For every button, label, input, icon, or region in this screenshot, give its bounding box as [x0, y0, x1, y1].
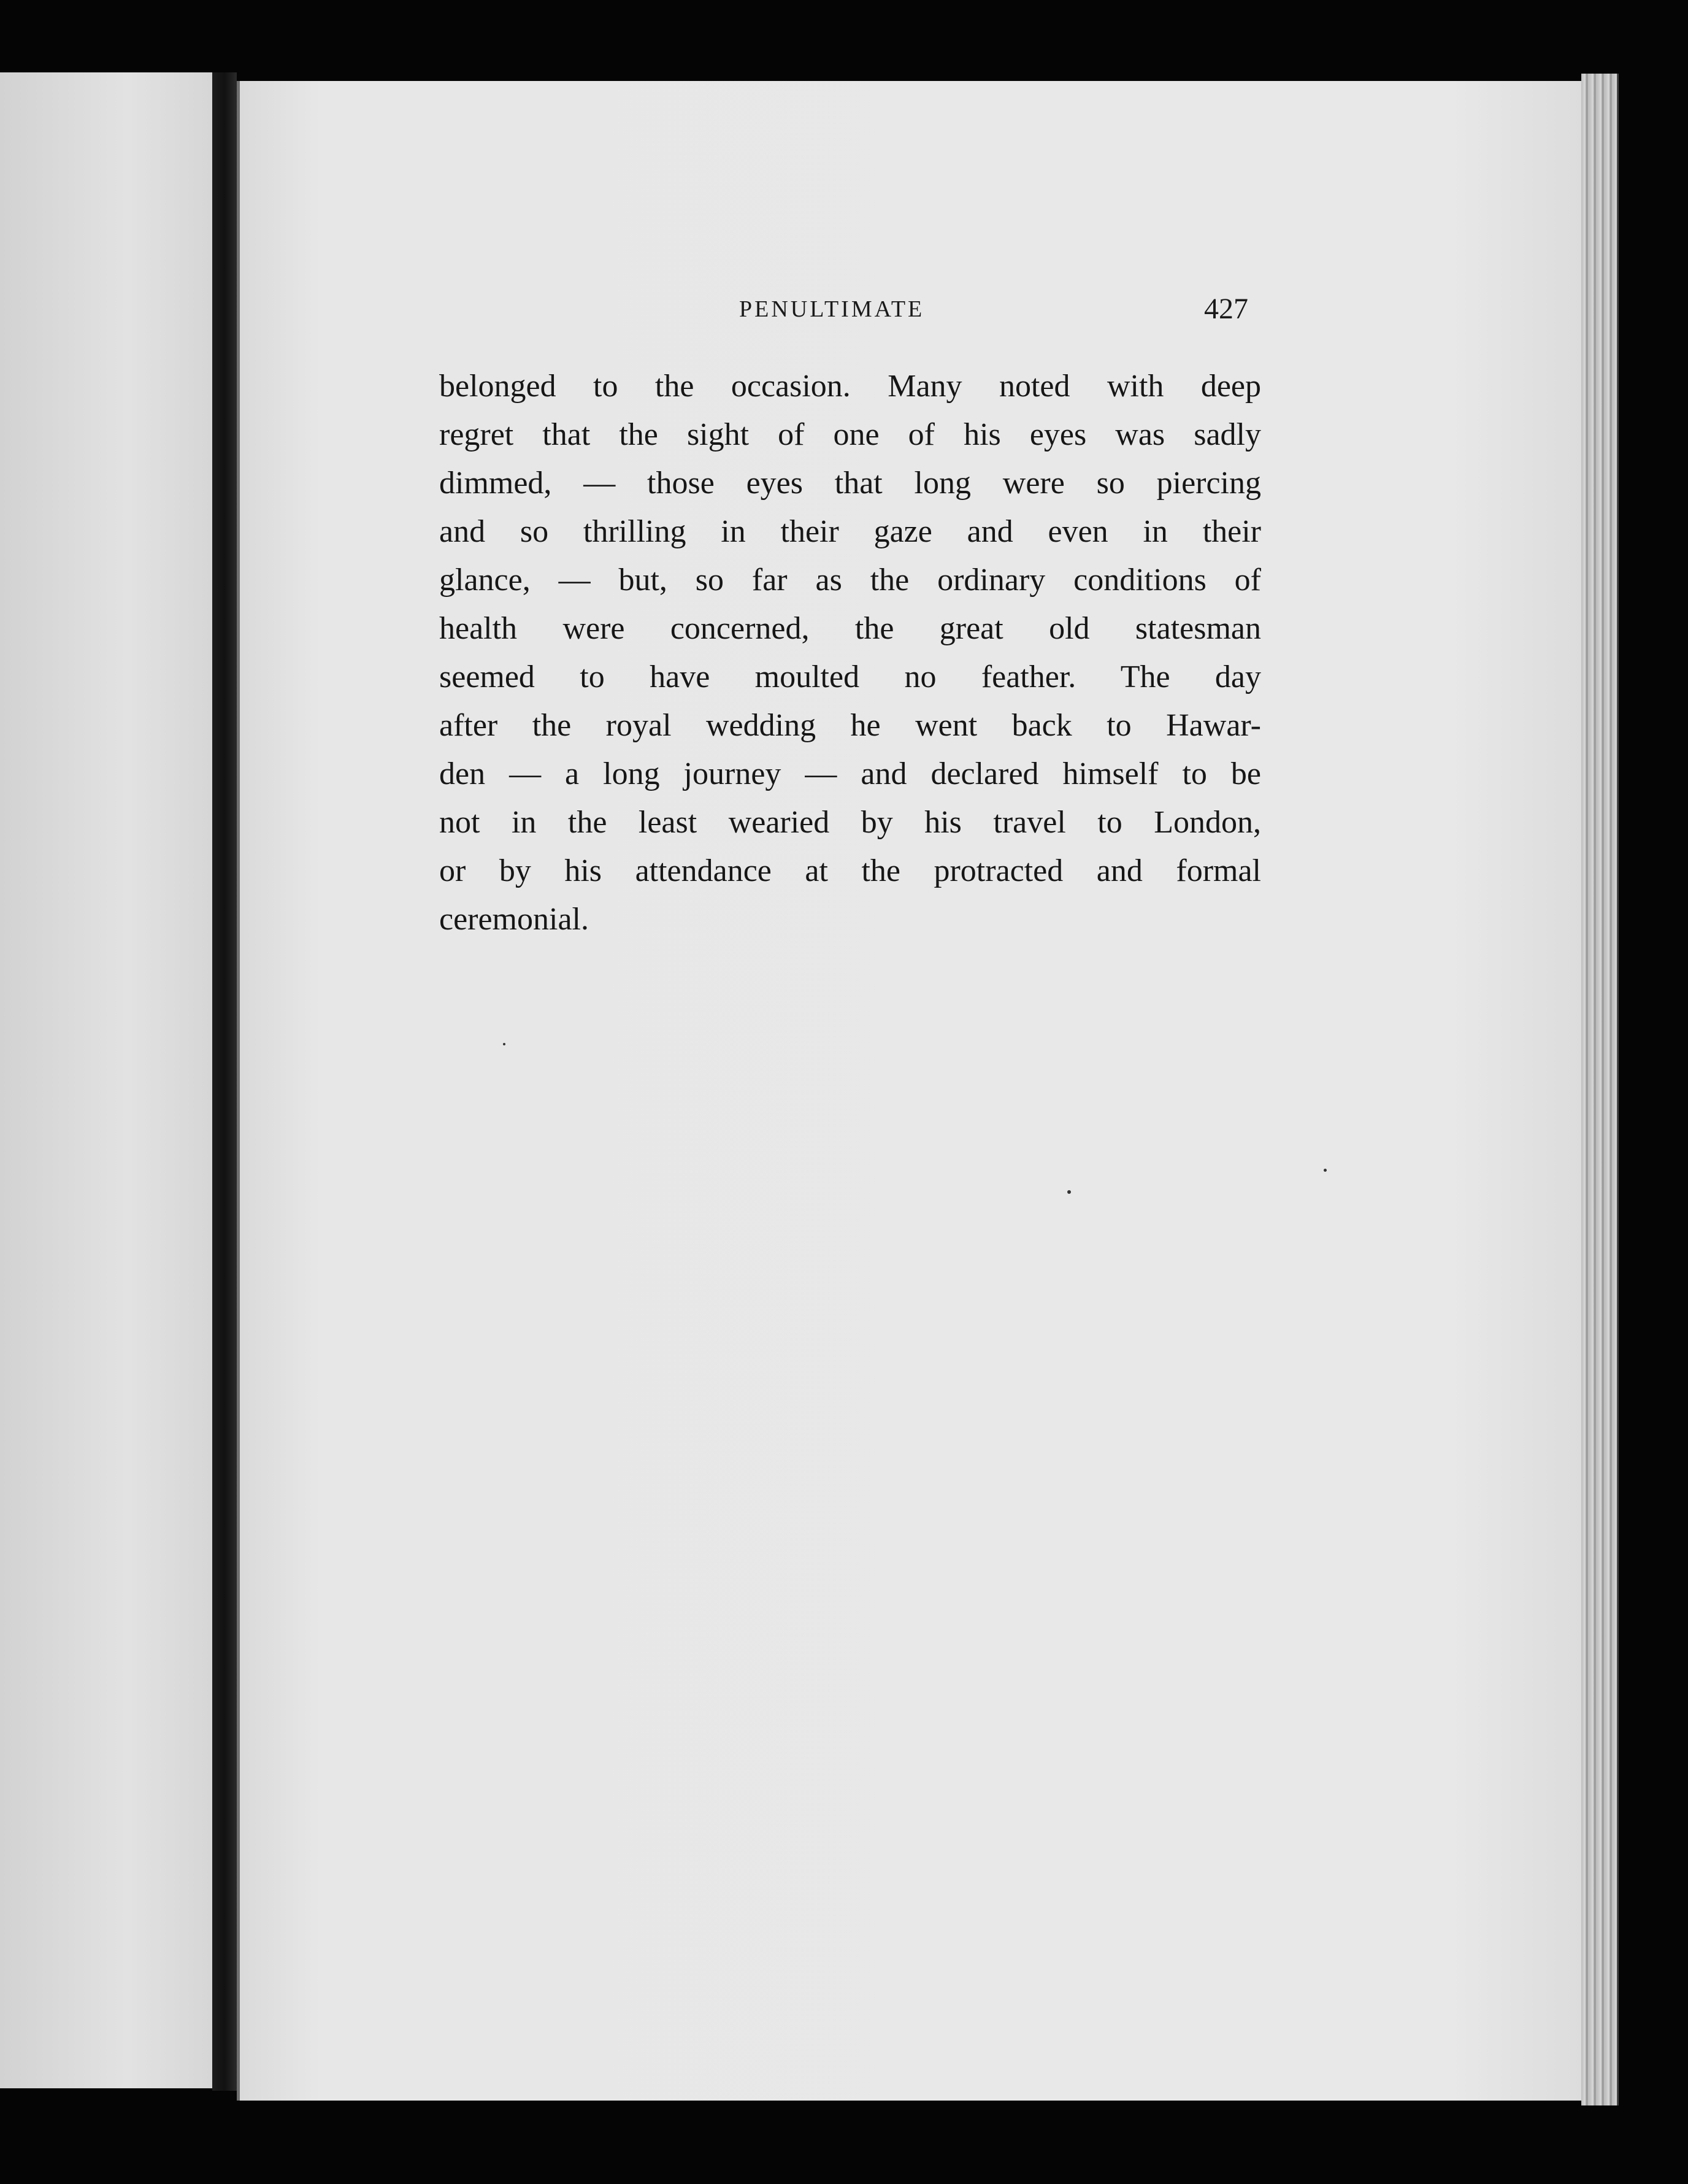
text-line: dimmed, — those eyes that long were so piercing: [439, 466, 1261, 501]
body-paragraph: [439, 362, 1261, 944]
text-line: seemed to have moulted no feather. The day: [439, 659, 1261, 694]
facing-page-edge: [0, 72, 215, 2088]
text-line: not in the least wearied by his travel to London,: [439, 805, 1261, 840]
dust-speck: [1324, 1169, 1327, 1172]
dust-speck: [1067, 1190, 1071, 1194]
book-gutter: [212, 72, 237, 2091]
text-line: glance, — but, so far as the ordinary conditions of: [439, 563, 1261, 598]
text-line: ceremonial.: [439, 902, 589, 937]
text-line: belonged to the occasion. Many noted with deep: [439, 369, 1261, 404]
text-line: after the royal wedding he went back to Hawar-: [439, 708, 1261, 743]
text-line: or by his attendance at the protracted and formal: [439, 853, 1261, 888]
text-line: and so thrilling in their gaze and even in their: [439, 514, 1261, 549]
page-number: 427: [1204, 293, 1248, 325]
text-line: den — a long journey — and declared himself to be: [439, 756, 1261, 791]
dust-speck: [503, 1043, 505, 1045]
text-line: health were concerned, the great old statesman: [439, 611, 1261, 646]
text-line: regret that the sight of one of his eyes was sadly: [439, 417, 1261, 452]
page-stack-edge: [1581, 74, 1619, 2105]
running-head: PENULTIMATE: [739, 296, 925, 322]
